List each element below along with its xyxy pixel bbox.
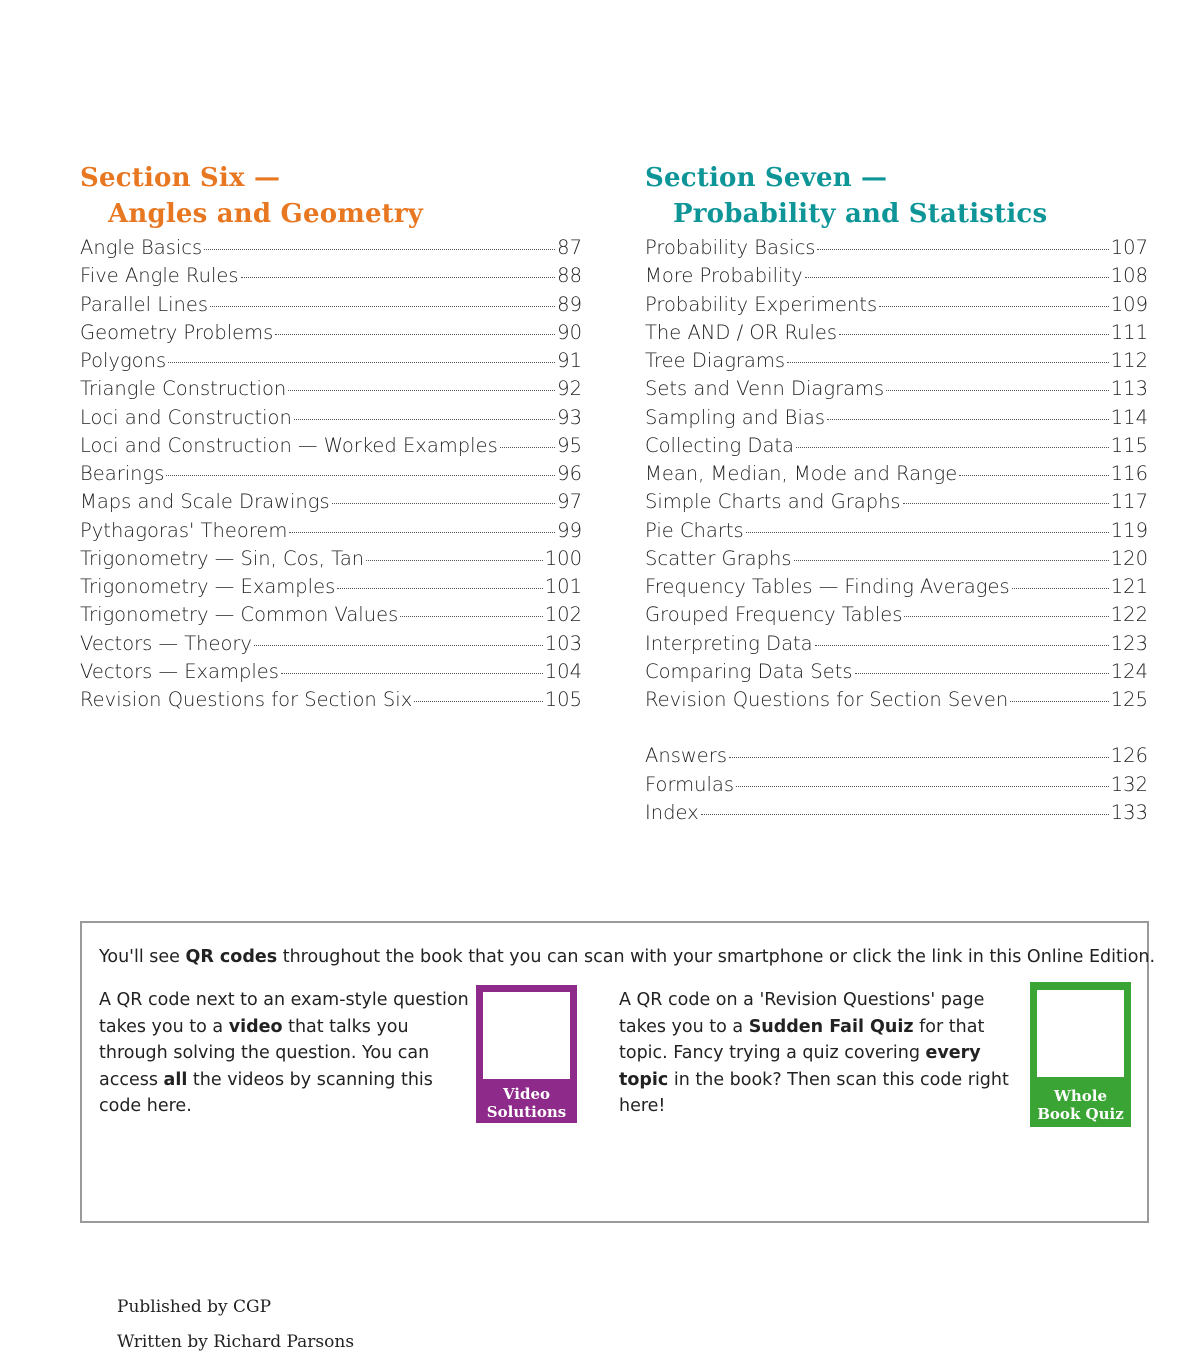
- back-matter-contents: [645, 744, 1148, 829]
- quiz-desc-part3: in the book? Then scan this code right here!: [619, 1069, 1009, 1117]
- toc-entry-page: 132: [1110, 772, 1148, 796]
- toc-entry-title: Revision Questions for Section Seven: [645, 688, 1009, 711]
- toc-entry-title: Loci and Construction: [80, 405, 292, 429]
- toc-entry-title: Triangle Construction: [80, 377, 287, 401]
- toc-entry[interactable]: [80, 434, 582, 462]
- dot-leader: [815, 645, 1109, 646]
- dot-leader: [210, 306, 555, 307]
- toc-entry-page: 96: [557, 462, 582, 485]
- dot-leader: [414, 701, 543, 702]
- toc-entry[interactable]: [80, 236, 582, 264]
- toc-entry-page: 101: [544, 575, 582, 598]
- toc-entry-title: Bearings: [80, 462, 165, 485]
- toc-entry-page: 102: [544, 603, 582, 627]
- section-six: [80, 160, 582, 716]
- toc-entry-title: Grouped Frequency Tables: [645, 603, 903, 627]
- qr-intro-part1: You'll see: [99, 947, 186, 967]
- toc-entry-title: The AND / OR Rules: [645, 320, 838, 344]
- toc-entry[interactable]: [645, 321, 1148, 349]
- toc-entry-page: 121: [1110, 575, 1148, 598]
- toc-entry-page: 107: [1110, 236, 1148, 259]
- toc-entry[interactable]: [645, 349, 1148, 377]
- toc-entry[interactable]: [645, 236, 1148, 264]
- toc-entry[interactable]: [645, 547, 1148, 575]
- toc-entry[interactable]: [645, 801, 1148, 829]
- video-qr-code[interactable]: [483, 992, 570, 1079]
- toc-entry[interactable]: [645, 264, 1148, 292]
- dot-leader: [839, 334, 1109, 335]
- toc-entry-page: 119: [1110, 518, 1148, 542]
- toc-entry[interactable]: [645, 490, 1148, 518]
- toc-entry-title: Geometry Problems: [80, 320, 274, 344]
- dot-leader: [275, 334, 555, 335]
- toc-entry-title: Parallel Lines: [80, 292, 209, 316]
- dot-leader: [168, 362, 555, 363]
- dot-leader: [366, 560, 543, 561]
- dot-leader: [729, 757, 1109, 758]
- dot-leader: [855, 673, 1109, 674]
- toc-entry-page: 116: [1110, 462, 1148, 485]
- whole-book-quiz-qr-button[interactable]: [1030, 982, 1131, 1127]
- toc-entry[interactable]: [80, 293, 582, 321]
- toc-entry[interactable]: [80, 377, 582, 405]
- dot-leader: [294, 419, 555, 420]
- toc-entry-title: Frequency Tables — Finding Averages: [645, 575, 1010, 598]
- toc-entry-title: More Probability: [645, 264, 803, 288]
- video-label-line2: Solutions: [486, 1103, 567, 1121]
- toc-entry-title: Interpreting Data: [645, 631, 813, 655]
- quiz-qr-description: [619, 987, 1029, 1120]
- toc-entry-title: Pie Charts: [645, 518, 744, 542]
- toc-entry-page: 133: [1110, 800, 1148, 824]
- toc-entry-page: 103: [544, 631, 582, 655]
- toc-entry-title: Comparing Data Sets: [645, 659, 853, 683]
- toc-entry[interactable]: [80, 490, 582, 518]
- toc-entry[interactable]: [645, 603, 1148, 631]
- toc-entry-title: Collecting Data: [645, 433, 794, 457]
- toc-entry-title: Trigonometry — Common Values: [80, 603, 399, 627]
- quiz-label-line1: Whole: [1054, 1087, 1107, 1105]
- toc-entry-title: Probability Experiments: [645, 292, 878, 316]
- toc-entry-title: Tree Diagrams: [645, 349, 786, 372]
- section-six-title: [80, 160, 582, 232]
- dot-leader: [879, 306, 1109, 307]
- toc-entry-page: 89: [557, 292, 582, 316]
- qr-info-box: [80, 921, 1156, 1223]
- dot-leader: [1012, 588, 1109, 589]
- toc-entry-title: Index: [645, 800, 699, 824]
- toc-entry-page: 91: [557, 349, 582, 372]
- toc-entry-title: Vectors — Examples: [80, 659, 279, 683]
- toc-entry-title: Answers: [645, 744, 727, 768]
- toc-entry[interactable]: [80, 406, 582, 434]
- dot-leader: [827, 419, 1109, 420]
- toc-entry[interactable]: [645, 462, 1148, 490]
- dot-leader: [241, 277, 556, 278]
- toc-entry-title: Simple Charts and Graphs: [645, 490, 901, 514]
- quiz-qr-code[interactable]: [1037, 990, 1124, 1077]
- toc-entry[interactable]: [80, 575, 582, 603]
- toc-entry-page: 112: [1110, 349, 1148, 372]
- dot-leader: [736, 786, 1109, 787]
- toc-entry[interactable]: [645, 688, 1148, 716]
- video-desc-part2: that talks you through solving the question. You can access: [99, 1016, 430, 1090]
- video-qr-description: [99, 987, 469, 1120]
- toc-entry-page: 113: [1110, 377, 1148, 401]
- toc-entry-page: 93: [557, 405, 582, 429]
- toc-entry[interactable]: [645, 293, 1148, 321]
- toc-entry[interactable]: [80, 321, 582, 349]
- section-six-title-line2: Angles and Geometry: [108, 199, 424, 229]
- toc-entry-title: Mean, Median, Mode and Range: [645, 462, 958, 485]
- toc-entry[interactable]: [645, 632, 1148, 660]
- toc-entry[interactable]: [645, 406, 1148, 434]
- toc-entry[interactable]: [80, 660, 582, 688]
- dot-leader: [1010, 701, 1109, 702]
- dot-leader: [794, 560, 1109, 561]
- toc-entry-page: 108: [1110, 264, 1148, 288]
- dot-leader: [904, 616, 1108, 617]
- published-by: Published by CGP: [117, 1297, 272, 1317]
- dot-leader: [903, 503, 1109, 504]
- toc-entry-title: Probability Basics: [645, 236, 816, 259]
- quiz-desc-part1: A QR code on a 'Revision Questions' page takes you to a: [619, 990, 985, 1037]
- dot-leader: [281, 673, 543, 674]
- dot-leader: [289, 532, 555, 533]
- toc-entry[interactable]: [645, 434, 1148, 462]
- toc-entry-title: Sampling and Bias: [645, 405, 825, 429]
- toc-entry-page: 109: [1110, 292, 1148, 316]
- toc-entry-title: Maps and Scale Drawings: [80, 490, 330, 514]
- toc-entry-page: 95: [557, 433, 582, 457]
- video-solutions-label: [487, 1085, 566, 1121]
- toc-entry-page: 90: [557, 320, 582, 344]
- quiz-desc-bold1: Sudden Fail Quiz: [748, 1016, 914, 1037]
- toc-entry-page: 123: [1110, 631, 1148, 655]
- toc-entry-title: Trigonometry — Sin, Cos, Tan: [80, 546, 365, 570]
- toc-entry[interactable]: [80, 632, 582, 660]
- dot-leader: [500, 447, 555, 448]
- toc-entry[interactable]: [80, 462, 582, 490]
- toc-entry[interactable]: [80, 688, 582, 716]
- toc-entry[interactable]: [645, 519, 1148, 547]
- video-desc-part1: A QR code next to an exam-style question takes you to a: [99, 990, 469, 1037]
- dot-leader: [166, 475, 555, 476]
- toc-entry-page: 88: [557, 264, 582, 288]
- qr-intro-bold: QR codes: [185, 947, 278, 967]
- dot-leader: [787, 362, 1109, 363]
- section-six-title-line1: Section Six —: [80, 163, 281, 193]
- section-seven: [645, 160, 1148, 829]
- dot-leader: [805, 277, 1109, 278]
- toc-entry[interactable]: [645, 744, 1148, 772]
- toc-entry[interactable]: [80, 519, 582, 547]
- dot-leader: [886, 390, 1109, 391]
- whole-book-quiz-label: [1037, 1087, 1124, 1123]
- dot-leader: [254, 645, 543, 646]
- video-desc-bold2: all: [163, 1069, 188, 1090]
- toc-entry[interactable]: [80, 603, 582, 631]
- dot-leader: [400, 616, 543, 617]
- toc-entry-title: Loci and Construction — Worked Examples: [80, 433, 498, 457]
- toc-entry[interactable]: [645, 773, 1148, 801]
- toc-entry-page: 92: [557, 377, 582, 401]
- video-desc-part3: the videos by scanning this code here.: [99, 1069, 433, 1117]
- toc-entry-title: Polygons: [80, 349, 167, 372]
- video-label-line1: Video: [502, 1085, 551, 1103]
- toc-entry-title: Angle Basics: [80, 236, 203, 259]
- section-seven-title-line1: Section Seven —: [645, 163, 888, 193]
- toc-entry-title: Pythagoras' Theorem: [80, 518, 288, 542]
- quiz-desc-bold2: every topic: [619, 1043, 981, 1090]
- toc-entry-title: Sets and Venn Diagrams: [645, 377, 885, 401]
- toc-entry-page: 114: [1110, 405, 1148, 429]
- toc-entry[interactable]: [645, 575, 1148, 603]
- video-solutions-qr-button[interactable]: [476, 985, 577, 1123]
- toc-entry-page: 97: [557, 490, 582, 514]
- toc-entry-page: 122: [1110, 603, 1148, 627]
- toc-entry-page: 117: [1110, 490, 1148, 514]
- dot-leader: [332, 503, 556, 504]
- toc-entry[interactable]: [80, 349, 582, 377]
- qr-intro-part2: throughout the book that you can scan with your smartphone or click the link in this Online Edition.: [277, 947, 1156, 967]
- dot-leader: [817, 249, 1108, 250]
- toc-entry-page: 99: [557, 518, 582, 542]
- toc-entry-page: 87: [557, 236, 582, 259]
- quiz-label-line2: Book Quiz: [1037, 1105, 1124, 1123]
- toc-entry-title: Formulas: [645, 772, 735, 796]
- toc-entry-page: 104: [544, 659, 582, 683]
- toc-entry-page: 105: [544, 688, 582, 711]
- dot-leader: [796, 447, 1109, 448]
- toc-entry-page: 115: [1110, 433, 1148, 457]
- dot-leader: [204, 249, 555, 250]
- toc-entry-title: Revision Questions for Section Six: [80, 688, 413, 711]
- section-seven-title-line2: Probability and Statistics: [673, 199, 1048, 229]
- dot-leader: [959, 475, 1109, 476]
- quiz-desc-part2: for that topic. Fancy trying a quiz covering: [619, 1016, 985, 1064]
- dot-leader: [746, 532, 1109, 533]
- toc-entry[interactable]: [645, 660, 1148, 688]
- section-six-contents: [80, 236, 582, 716]
- toc-entry-page: 120: [1110, 546, 1148, 570]
- toc-entry-title: Vectors — Theory: [80, 631, 252, 655]
- toc-entry-page: 124: [1110, 659, 1148, 683]
- toc-entry-title: Five Angle Rules: [80, 264, 239, 288]
- toc-entry-title: Trigonometry — Examples: [80, 575, 336, 598]
- written-by: Written by Richard Parsons: [117, 1332, 355, 1352]
- toc-entry-page: 111: [1110, 320, 1148, 344]
- qr-intro-text: [99, 947, 1155, 967]
- dot-leader: [337, 588, 543, 589]
- dot-leader: [701, 814, 1109, 815]
- section-seven-title: [645, 160, 1148, 232]
- toc-entry[interactable]: [645, 377, 1148, 405]
- toc-entry-title: Scatter Graphs: [645, 546, 792, 570]
- dot-leader: [288, 390, 555, 391]
- video-desc-bold1: video: [228, 1016, 283, 1037]
- toc-entry[interactable]: [80, 264, 582, 292]
- section-seven-contents: [645, 236, 1148, 716]
- toc-entry-page: 126: [1110, 744, 1148, 768]
- toc-entry[interactable]: [80, 547, 582, 575]
- toc-entry-page: 125: [1110, 688, 1148, 711]
- toc-entry-page: 100: [544, 546, 582, 570]
